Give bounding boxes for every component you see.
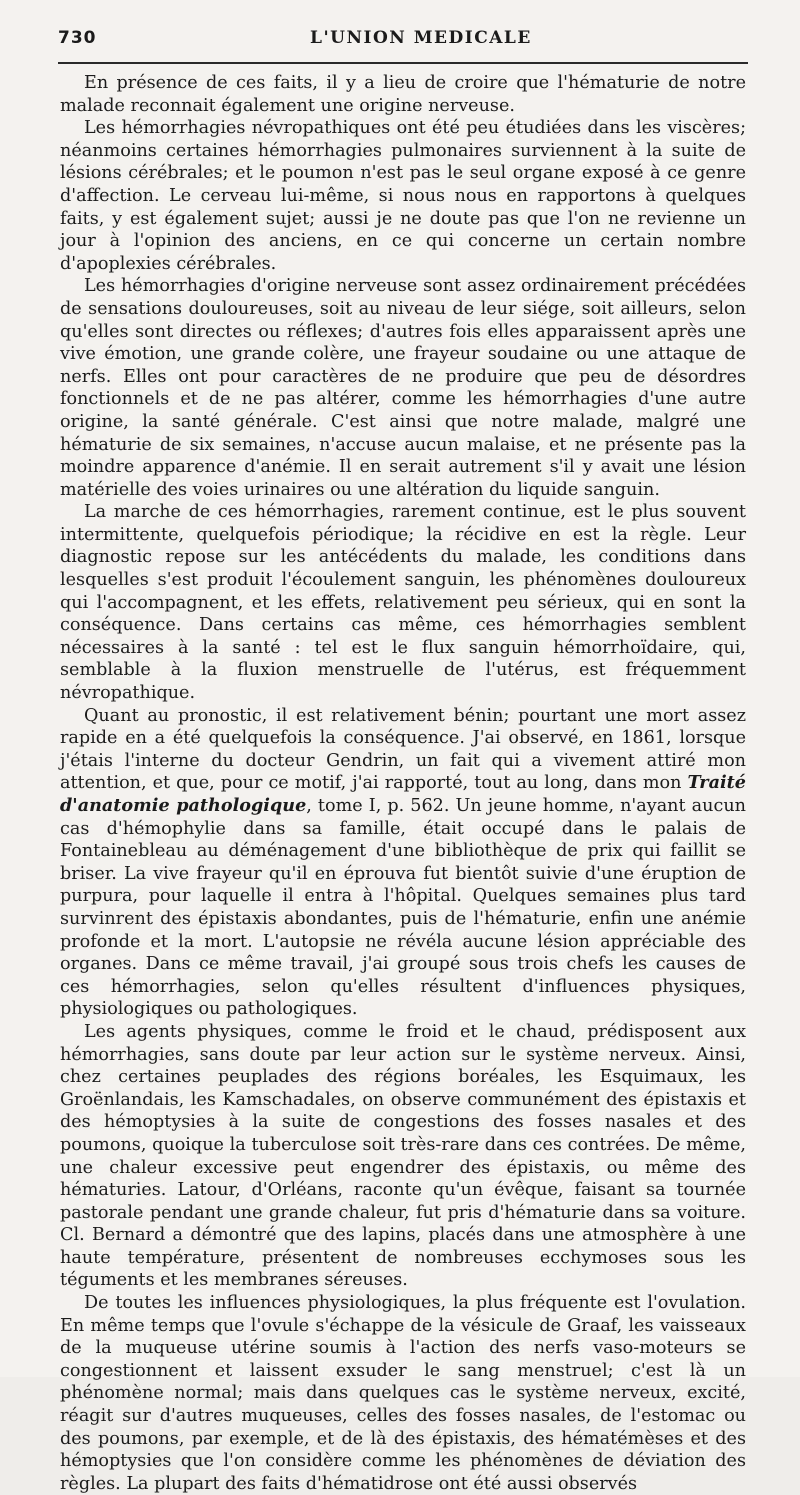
paragraph-text: En présence de ces faits, il y a lieu de croire que l'hématurie de notre malade reconnait également une origine nerveuse. — [60, 73, 746, 116]
book-title: Traité d'anatomie pathologique — [60, 772, 746, 816]
paragraph — [60, 705, 746, 1021]
paragraph — [60, 1021, 746, 1292]
paragraph-text: De toutes les influences physiologiques, la plus fréquente est l'ovulation. En même temps que l'ovule s'échappe de la vésicule de Graaf, les vaisseaux de la muqueuse utérine soumis à l'action des nerfs vaso-moteurs se congestionnent et laissent exsuder le sang menstruel; c'est là un phénomène normal; mais dans quelques cas le système nerveux, excité, réagit sur d'autres muqueuses, celles des fosses nasales, de l'estomac ou des poumons, par exemple, et de là des épistaxis, des hématémèses et des hémoptysies que l'on considère comme les phénomènes de déviation des règles. La plupart des faits d'hématidrose ont été aussi observés — [60, 1293, 746, 1494]
running-title: L'UNION MEDICALE — [310, 28, 532, 48]
paragraph — [60, 501, 746, 704]
paragraph — [60, 117, 746, 275]
paragraph-text: Les agents physiques, comme le froid et le chaud, prédisposent aux hémorrhagies, sans doute par leur action sur le système nerveux. Ainsi, chez certaines peuplades des régions boréales, les Esquimaux, les Groënlandais, les Kamschadales, on observe communément des épistaxis et des hémoptysies à la suite de congestions des fosses nasales et des poumons, quoique la tuberculose soit très-rare dans ces contrées. De même, une chaleur excessive peut engendrer des épistaxis, ou même des hématuries. Latour, d'Orléans, raconte qu'un évêque, faisant sa tournée pastorale pendant une grande chaleur, fut pris d'hématurie dans sa voiture. Cl. Bernard a démontré que des lapins, placés dans une atmosphère à une haute température, présentent de nombreuses ecchymoses sous les téguments et les membranes séreuses. — [60, 1021, 746, 1291]
header-rule — [58, 62, 748, 64]
paragraph-text: Quant au pronostic, il est relativement bénin; pourtant une mort assez rapide en a été quelquefois la conséquence. J'ai observé, en 1861, lorsque j'étais l'interne du docteur Gendrin, un fait qui a vivement attiré mon attention, et que, pour ce motif, j'ai rapporté, tout au long, dans mon — [60, 705, 746, 794]
paragraph-text: , tome I, p. 562. Un jeune homme, n'ayant aucun cas d'hémophylie dans sa famille, était occupé dans le palais de Fontainebleau au déménagement d'une bibliothèque de prix qui faillit se briser. La vive frayeur qu'il en éprouva fut bientôt suivie d'une éruption de purpura, pour laquelle il entra à l'hôpital. Quelques semaines plus tard survinrent des épistaxis abondantes, puis de l'hématurie, enfin une anémie profonde et la mort. L'autopsie ne révéla aucune lésion appréciable des organes. Dans ce même travail, j'ai groupé sous trois chefs les causes de ces hémorrhagies, selon qu'elles résultent d'influences physiques, physiologiques ou pathologiques. — [60, 796, 746, 1020]
paragraph — [60, 275, 746, 501]
page-number: 730 — [58, 28, 97, 48]
body-text — [60, 72, 746, 1495]
paragraph — [60, 1292, 746, 1495]
page-header — [58, 26, 748, 56]
paragraph-text: Les hémorrhagies névropathiques ont été peu étudiées dans les viscères; néanmoins certaines hémorrhagies pulmonaires surviennent à la suite de lésions cérébrales; et le poumon n'est pas le seul organe exposé à ce genre d'affection. Le cerveau lui-même, si nous nous en rapportons à quelques faits, y est également sujet; aussi je ne doute pas que l'on ne revienne un jour à l'opinion des anciens, en ce qui concerne un certain nombre d'apoplexies cérébrales. — [60, 118, 746, 274]
paragraph-text: Les hémorrhagies d'origine nerveuse sont assez ordinairement précédées de sensations douloureuses, soit au niveau de leur siége, soit ailleurs, selon qu'elles sont directes ou réflexes; d'autres fois elles apparaissent après une vive émotion, une grande colère, une frayeur soudaine ou une attaque de nerfs. Elles ont pour caractères de ne produire que peu de désordres fonctionnels et de ne pas altérer, comme les hémorrhagies d'une autre origine, la santé générale. C'est ainsi que notre malade, malgré une hématurie de six semaines, n'accuse aucun malaise, et ne présente pas la moindre apparence d'anémie. Il en serait autrement s'il y avait une lésion matérielle des voies urinaires ou une altération du liquide sanguin. — [60, 276, 746, 500]
paragraph — [60, 72, 746, 117]
paragraph-text: La marche de ces hémorrhagies, rarement continue, est le plus souvent intermittente, quelquefois périodique; la récidive en est la règle. Leur diagnostic repose sur les antécédents du malade, les conditions dans lesquelles s'est produit l'écoulement sanguin, les phénomènes douloureux qui l'accompagnent, et les effets, relativement peu sérieux, qui en sont la conséquence. Dans certains cas même, ces hémorrhagies semblent nécessaires à la santé : tel est le flux sanguin hémorrhoïdaire, qui, semblable à la fluxion menstruelle de l'utérus, est fréquemment névropathique. — [60, 502, 746, 704]
